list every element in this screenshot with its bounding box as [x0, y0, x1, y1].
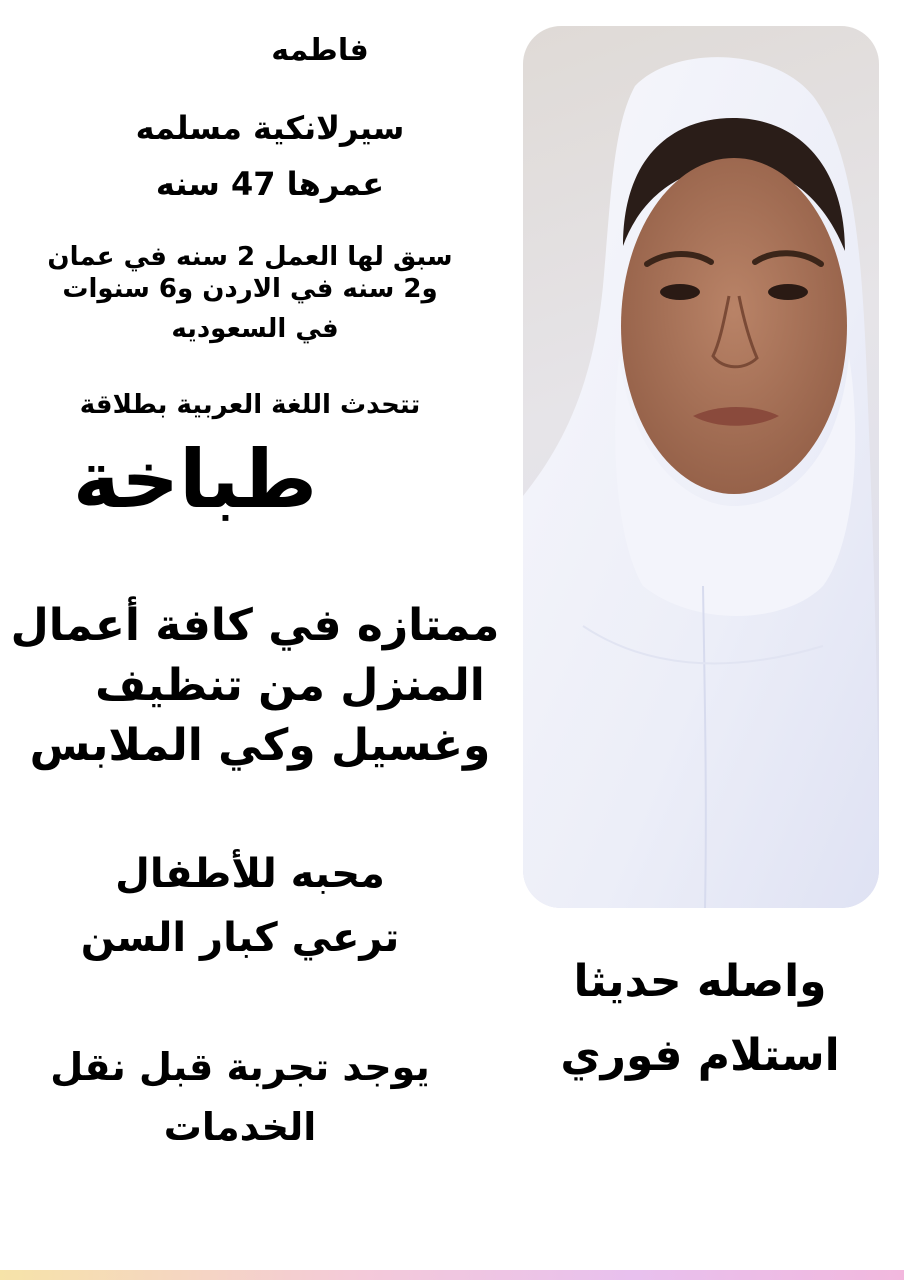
care-line-1: محبه للأطفال [115, 851, 385, 897]
worker-photo [523, 26, 879, 908]
worker-age: عمرها 47 سنه [155, 165, 385, 203]
job-title: طباخة [72, 433, 318, 526]
language-skill: تتحدث اللغة العربية بطلاقة [79, 390, 421, 420]
worker-name: فاطمه [271, 33, 369, 68]
worker-portrait-illustration [523, 26, 879, 908]
face-shape [621, 158, 847, 494]
trial-line-2: الخدمات [163, 1105, 317, 1149]
housework-line-2: المنزل من تنظيف [95, 660, 485, 711]
nationality-religion: سيرلانكية مسلمه [135, 109, 405, 147]
left-eye-shape [660, 284, 700, 300]
status-immediate-pickup: استلام فوري [560, 1030, 840, 1081]
trial-line-1: يوجد تجربة قبل نقل [50, 1045, 430, 1089]
experience-line-3: في السعوديه [171, 314, 339, 344]
bottom-decorative-strip [0, 1270, 904, 1280]
experience-line-1: سبق لها العمل 2 سنه في عمان [47, 242, 453, 272]
right-eye-shape [768, 284, 808, 300]
experience-line-2: و2 سنه في الاردن و6 سنوات [62, 274, 438, 304]
housework-line-1: ممتازه في كافة أعمال [10, 600, 500, 651]
housework-line-3: وغسيل وكي الملابس [29, 720, 491, 771]
care-line-2: ترعي كبار السن [80, 915, 400, 961]
status-arrived: واصله حديثا [573, 956, 827, 1007]
